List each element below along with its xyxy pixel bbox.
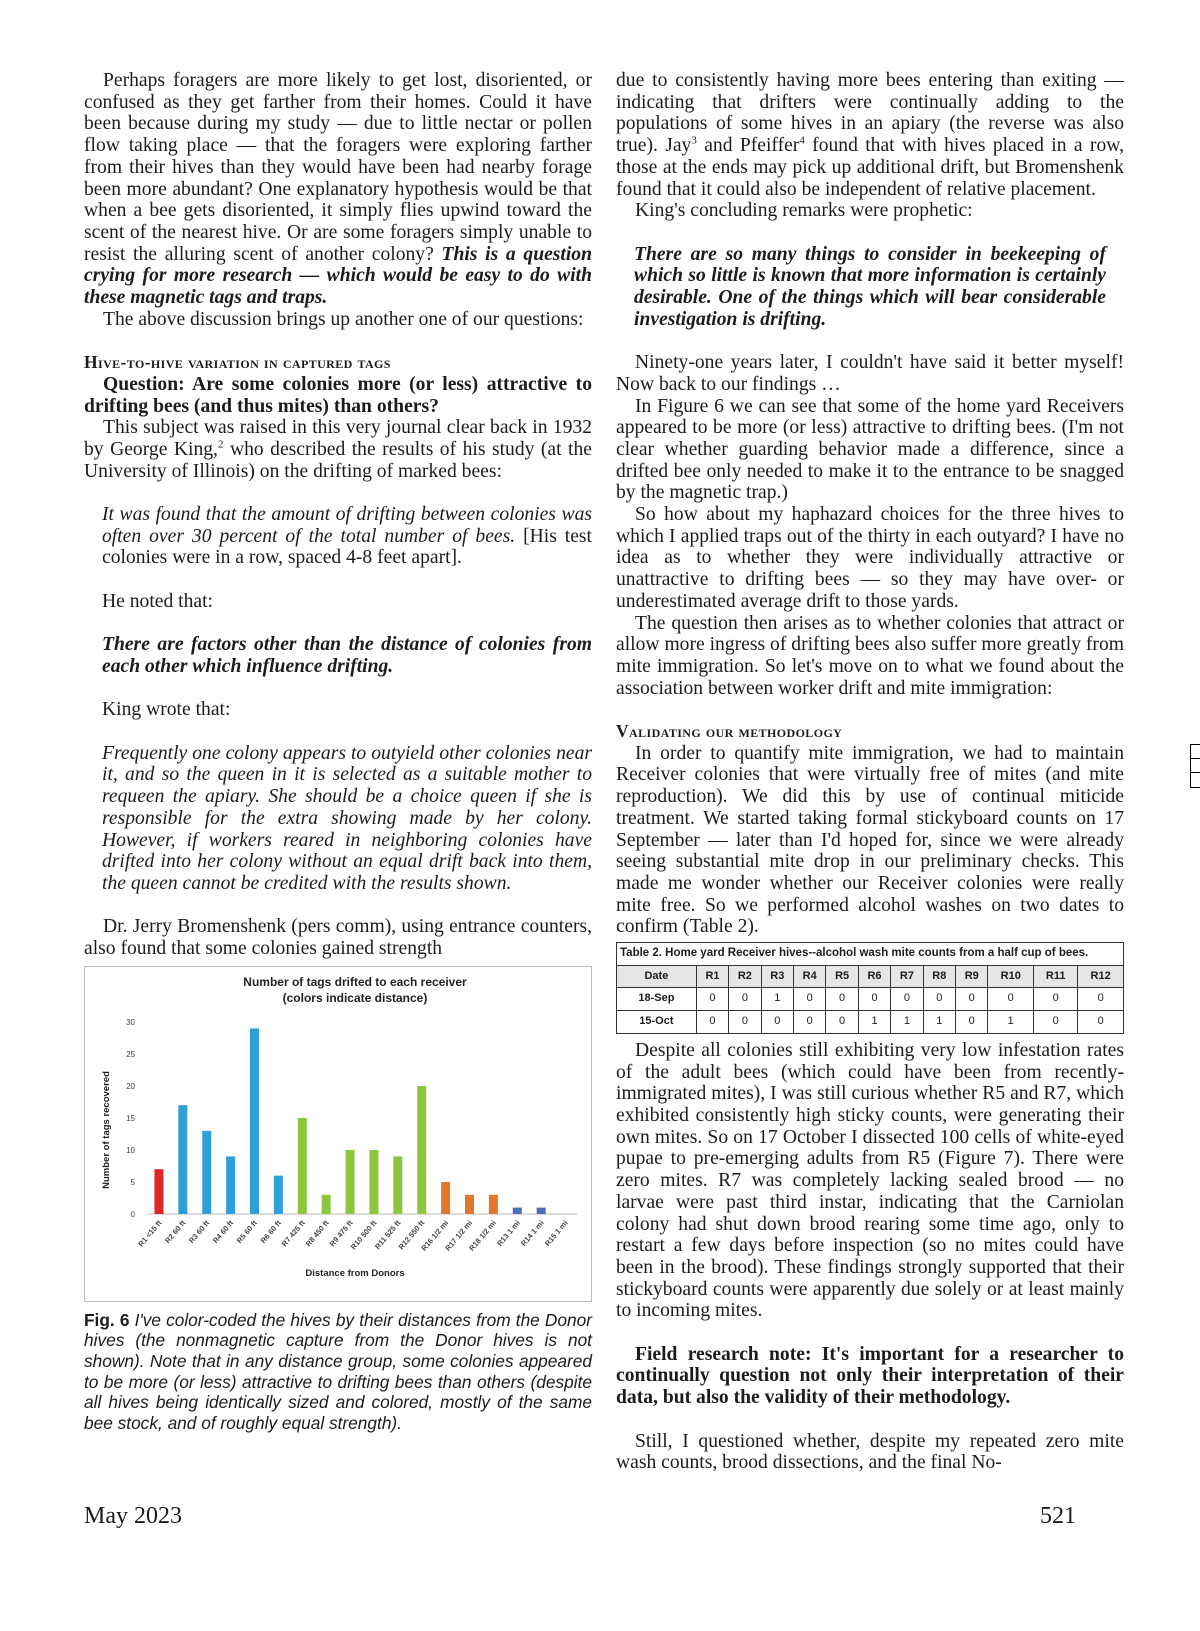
- block-quote: Frequently one colony appears to outyield other colonies near it, and so the queen in it is selected as a suitable mother to requeen the apiary. She should be a choice queen if she is responsible for the extra showing made by her colony. However, if workers reared in neighboring colonies have drifted into her colony without an equal drift back into them, the queen cannot be credited with the results shown.: [102, 742, 592, 894]
- x-tick-label: R12 550 ft: [396, 1218, 427, 1252]
- paragraph: In Figure 6 we can see that some of the home yard Receivers appeared to be more (or less) attractive to drifting bees. (I'm not clear whether guarding behavior made a difference, since a drifted bee only needed to make it to the entrance to be snagged by the magnetic trap.): [616, 395, 1124, 504]
- x-tick-label: R17 1/2 mi: [443, 1218, 475, 1253]
- paragraph: Dr. Jerry Bromenshenk (pers comm), using entrance counters, also found that some colonies gained strength: [84, 916, 592, 960]
- x-tick-label: R14 1 mi: [518, 1218, 546, 1248]
- table-header-cell: R12: [1078, 965, 1124, 988]
- x-tick-label: R5 60 ft: [234, 1218, 260, 1245]
- y-tick-label: 25: [126, 1049, 135, 1059]
- bar: [322, 1195, 331, 1214]
- table-cell: 1: [891, 1011, 923, 1034]
- x-tick-label: R13 1 mi: [495, 1218, 522, 1248]
- y-tick-label: 20: [126, 1081, 135, 1091]
- chart-title: Number of tags drifted to each receiver: [243, 974, 467, 989]
- data-table: [616, 942, 1124, 1034]
- bar: [393, 1156, 402, 1214]
- table-cell: 0: [1078, 1011, 1124, 1034]
- table-cell: 0: [891, 988, 923, 1011]
- table-cell: 1: [858, 1011, 890, 1034]
- y-tick-label: 10: [126, 1145, 135, 1155]
- table-cell: 0: [956, 1011, 988, 1034]
- x-tick-label: R6 60 ft: [258, 1218, 283, 1245]
- paragraph: The question then arises as to whether colonies that attract or allow more ingress of drifting bees also suffer more greatly from mite immigration. So let's move on to what we found about the association between worker drift and mite immigration:: [616, 612, 1124, 699]
- bar: [489, 1195, 498, 1214]
- y-tick-label: 30: [126, 1017, 135, 1027]
- x-tick-label: R10 500 ft: [348, 1218, 379, 1252]
- table-cell: 0: [729, 1011, 761, 1034]
- table-cell: 1: [761, 988, 793, 1011]
- chart-subtitle: (colors indicate distance): [282, 990, 428, 1005]
- bar-chart-figure: [84, 966, 592, 1302]
- table-header-row: [617, 965, 1124, 988]
- x-tick-label: R3 60 ft: [186, 1218, 212, 1245]
- y-tick-label: 15: [126, 1113, 135, 1123]
- paragraph: He noted that:: [102, 590, 213, 612]
- bar: [178, 1105, 187, 1214]
- section-heading: Hive-to-hive variation in captured tags: [84, 352, 391, 373]
- paragraph: In order to quantify mite immigration, we had to maintain Receiver colonies that were virtually free of mites (and mite reproduction). We did this by use of continual miticide treatment. We started taking formal stickyboard counts on 17 September — later than I'd hoped for, since we were already seeing substantial mite drop in our preliminary checks. This made me wonder whether our Receiver colonies were really mite free. So we performed alcohol washes on two dates to confirm (Table 2).: [616, 742, 1124, 938]
- table-header-cell: R8: [923, 965, 955, 988]
- table-cell: 0: [761, 1011, 793, 1034]
- right-column: [616, 70, 1124, 1474]
- bar: [513, 1207, 522, 1213]
- table-header-cell: R4: [794, 965, 826, 988]
- table-header-cell: R11: [1034, 965, 1078, 988]
- paragraph: So how about my haphazard choices for the three hives to which I applied traps out of the thirty in each outyard? I have no idea as to whether they were individually attractive or unattractive to drifting bees — so they may have over- or underestimated average drift to those yards.: [616, 504, 1124, 612]
- table-cell: 1: [988, 1011, 1034, 1034]
- table-cell: 15-Oct: [617, 1011, 697, 1034]
- table-row: [617, 988, 1124, 1011]
- bar: [250, 1028, 259, 1214]
- table-cell: 0: [696, 988, 728, 1011]
- x-tick-label: R9 475 ft: [327, 1218, 355, 1248]
- field-research-note: Field research note: It's important for a researcher to continually question not only their interpretation of their data, but also the validity of their methodology.: [616, 1343, 1124, 1409]
- footer-date: May 2023: [84, 1503, 182, 1529]
- x-tick-label: R1 <15 ft: [136, 1218, 164, 1249]
- bar-chart: [85, 967, 591, 1301]
- table-cell: 0: [794, 988, 826, 1011]
- paragraph: Still, I questioned whether, despite my repeated zero mite wash counts, brood dissections, and the final No-: [616, 1430, 1124, 1474]
- x-tick-label: R16 1/2 mi: [419, 1218, 451, 1253]
- table-header-cell: R10: [988, 965, 1034, 988]
- table-title: Table 2. Home yard Receiver hives--alcohol wash mite counts from a half cup of bees.: [617, 943, 1124, 966]
- table-cell: 1: [923, 1011, 955, 1034]
- block-quote: There are factors other than the distance of colonies from each other which influence drifting.: [102, 634, 592, 677]
- x-tick-label: R8 450 ft: [303, 1218, 331, 1248]
- edge-artifact: [1190, 744, 1200, 788]
- block-quote: It was found that the amount of drifting between colonies was often over 30 percent of the total number of bees. [His test colonies were in a row, spaced 4-8 feet apart].: [102, 504, 593, 569]
- table-row: [617, 1011, 1124, 1034]
- table-header-cell: R2: [729, 965, 761, 988]
- x-tick-label: R4 60 ft: [210, 1218, 236, 1245]
- x-tick-label: R7 425 ft: [279, 1218, 307, 1248]
- paragraph: King wrote that:: [102, 699, 231, 721]
- table-cell: 0: [826, 988, 858, 1011]
- bar: [537, 1207, 546, 1213]
- figure-caption: Fig. 6 I've color-coded the hives by their distances from the Donor hives (the nonmagnetic capture from the Donor hives is not shown). Note that in any distance group, some colonies appeared to be more (or less) attractive to drifting bees than others (despite all hives being identically sized and colored, mostly of the same bee stock, and of roughly equal strength).: [84, 1309, 592, 1433]
- left-column: [84, 70, 592, 1433]
- section-heading: Validating our methodology: [616, 721, 843, 742]
- bar: [226, 1156, 235, 1214]
- bar: [274, 1175, 283, 1213]
- table-cell: 0: [956, 988, 988, 1011]
- table-cell: 0: [1078, 988, 1124, 1011]
- paragraph: Perhaps foragers are more likely to get lost, disoriented, or confused as they get farther from their homes. Could it have been because during my study — due to little nectar or pollen flow taking place — that the foragers were exploring farther from their hives than they would have been had nearby forage been more abundant? One explanatory hypothesis would be that when a bee gets disoriented, it simply flies upwind toward the scent of the nearest hive. Or are some foragers simply unable to resist the alluring scent of another colony? This is a question crying for more research — which would be easy to do with these magnetic tags and traps.: [84, 70, 592, 309]
- paragraph: Despite all colonies still exhibiting very low infestation rates of the adult bees (which could have been from recently-immigrated mites), I was still curious whether R5 and R7, which exhibited consistently high sticky counts, were generating their own mites. So on 17 October I dissected 100 cells of white-eyed pupae to pre-emerging adults from R5 (Figure 7). There were zero mites. R7 was completely lacking sealed brood — no larvae were past third instar, indicating that the Carniolan colony had shut down brood rearing some time ago, only to restart a few days before inspection (so no mites could have been in the brood). These findings strongly supported that their stickyboard counts were apparently due solely or at least mainly to incoming mites.: [616, 1039, 1124, 1322]
- paragraph: This subject was raised in this very journal clear back in 1932 by George King,$^2$ who described the results of his study (at the University of Illinois) on the drifting of marked bees:: [84, 417, 592, 482]
- y-tick-label: 0: [130, 1209, 135, 1219]
- x-tick-label: R2 60 ft: [163, 1218, 188, 1245]
- table-cell: 0: [794, 1011, 826, 1034]
- paragraph: King's concluding remarks were prophetic:: [635, 200, 973, 222]
- table-cell: 0: [1034, 988, 1078, 1011]
- x-tick-label: R11 525 ft: [372, 1218, 403, 1251]
- bar: [346, 1150, 355, 1214]
- x-tick-label: R18 1/2 mi: [467, 1218, 498, 1253]
- bar: [417, 1086, 426, 1214]
- y-tick-label: 5: [130, 1177, 135, 1187]
- paragraph: due to consistently having more bees entering than exiting — indicating that drifters were continually adding to the populations of some hives in an apiary (the reverse was also true). Jay$^3$ and Pfeiffer$^4$ found that with hives placed in a row, those at the ends may pick up additional drift, but Bromenshenk found that it could also be independent of relative placement.: [616, 70, 1125, 200]
- table-header-cell: R9: [956, 965, 988, 988]
- table-cell: 0: [1034, 1011, 1078, 1034]
- bar: [202, 1131, 211, 1214]
- table-cell: 0: [696, 1011, 728, 1034]
- chart-y-label: Number of tags recovered: [101, 1070, 112, 1189]
- bar: [465, 1195, 474, 1214]
- table-header-cell: R7: [891, 965, 923, 988]
- page-number: 521: [1040, 1503, 1076, 1529]
- bar: [154, 1169, 163, 1214]
- bar: [369, 1150, 378, 1214]
- table-cell: 0: [729, 988, 761, 1011]
- table-header-cell: R1: [696, 965, 728, 988]
- block-quote: There are so many things to consider in beekeeping of which so little is known that more information is certainly desirable. One of the things which will bear considerable investigation is drifting.: [634, 243, 1106, 330]
- chart-x-label: Distance from Donors: [305, 1267, 405, 1279]
- table-header-cell: R5: [826, 965, 858, 988]
- table-cell: 0: [826, 1011, 858, 1034]
- table-header-cell: Date: [617, 965, 697, 988]
- bar: [298, 1118, 307, 1214]
- table-cell: 0: [923, 988, 955, 1011]
- table-header-cell: R6: [858, 965, 890, 988]
- table-cell: 18-Sep: [617, 988, 697, 1011]
- question-text: Question: Are some colonies more (or less) attractive to drifting bees (and thus mites) than others?: [84, 373, 592, 417]
- bar: [441, 1182, 450, 1214]
- table-cell: 0: [988, 988, 1034, 1011]
- table-cell: 0: [858, 988, 890, 1011]
- paragraph: The above discussion brings up another one of our questions:: [103, 308, 584, 330]
- paragraph: Ninety-one years later, I couldn't have said it better myself! Now back to our findings …: [616, 352, 1124, 395]
- x-tick-label: R15 1 mi: [542, 1218, 570, 1248]
- table-header-cell: R3: [761, 965, 793, 988]
